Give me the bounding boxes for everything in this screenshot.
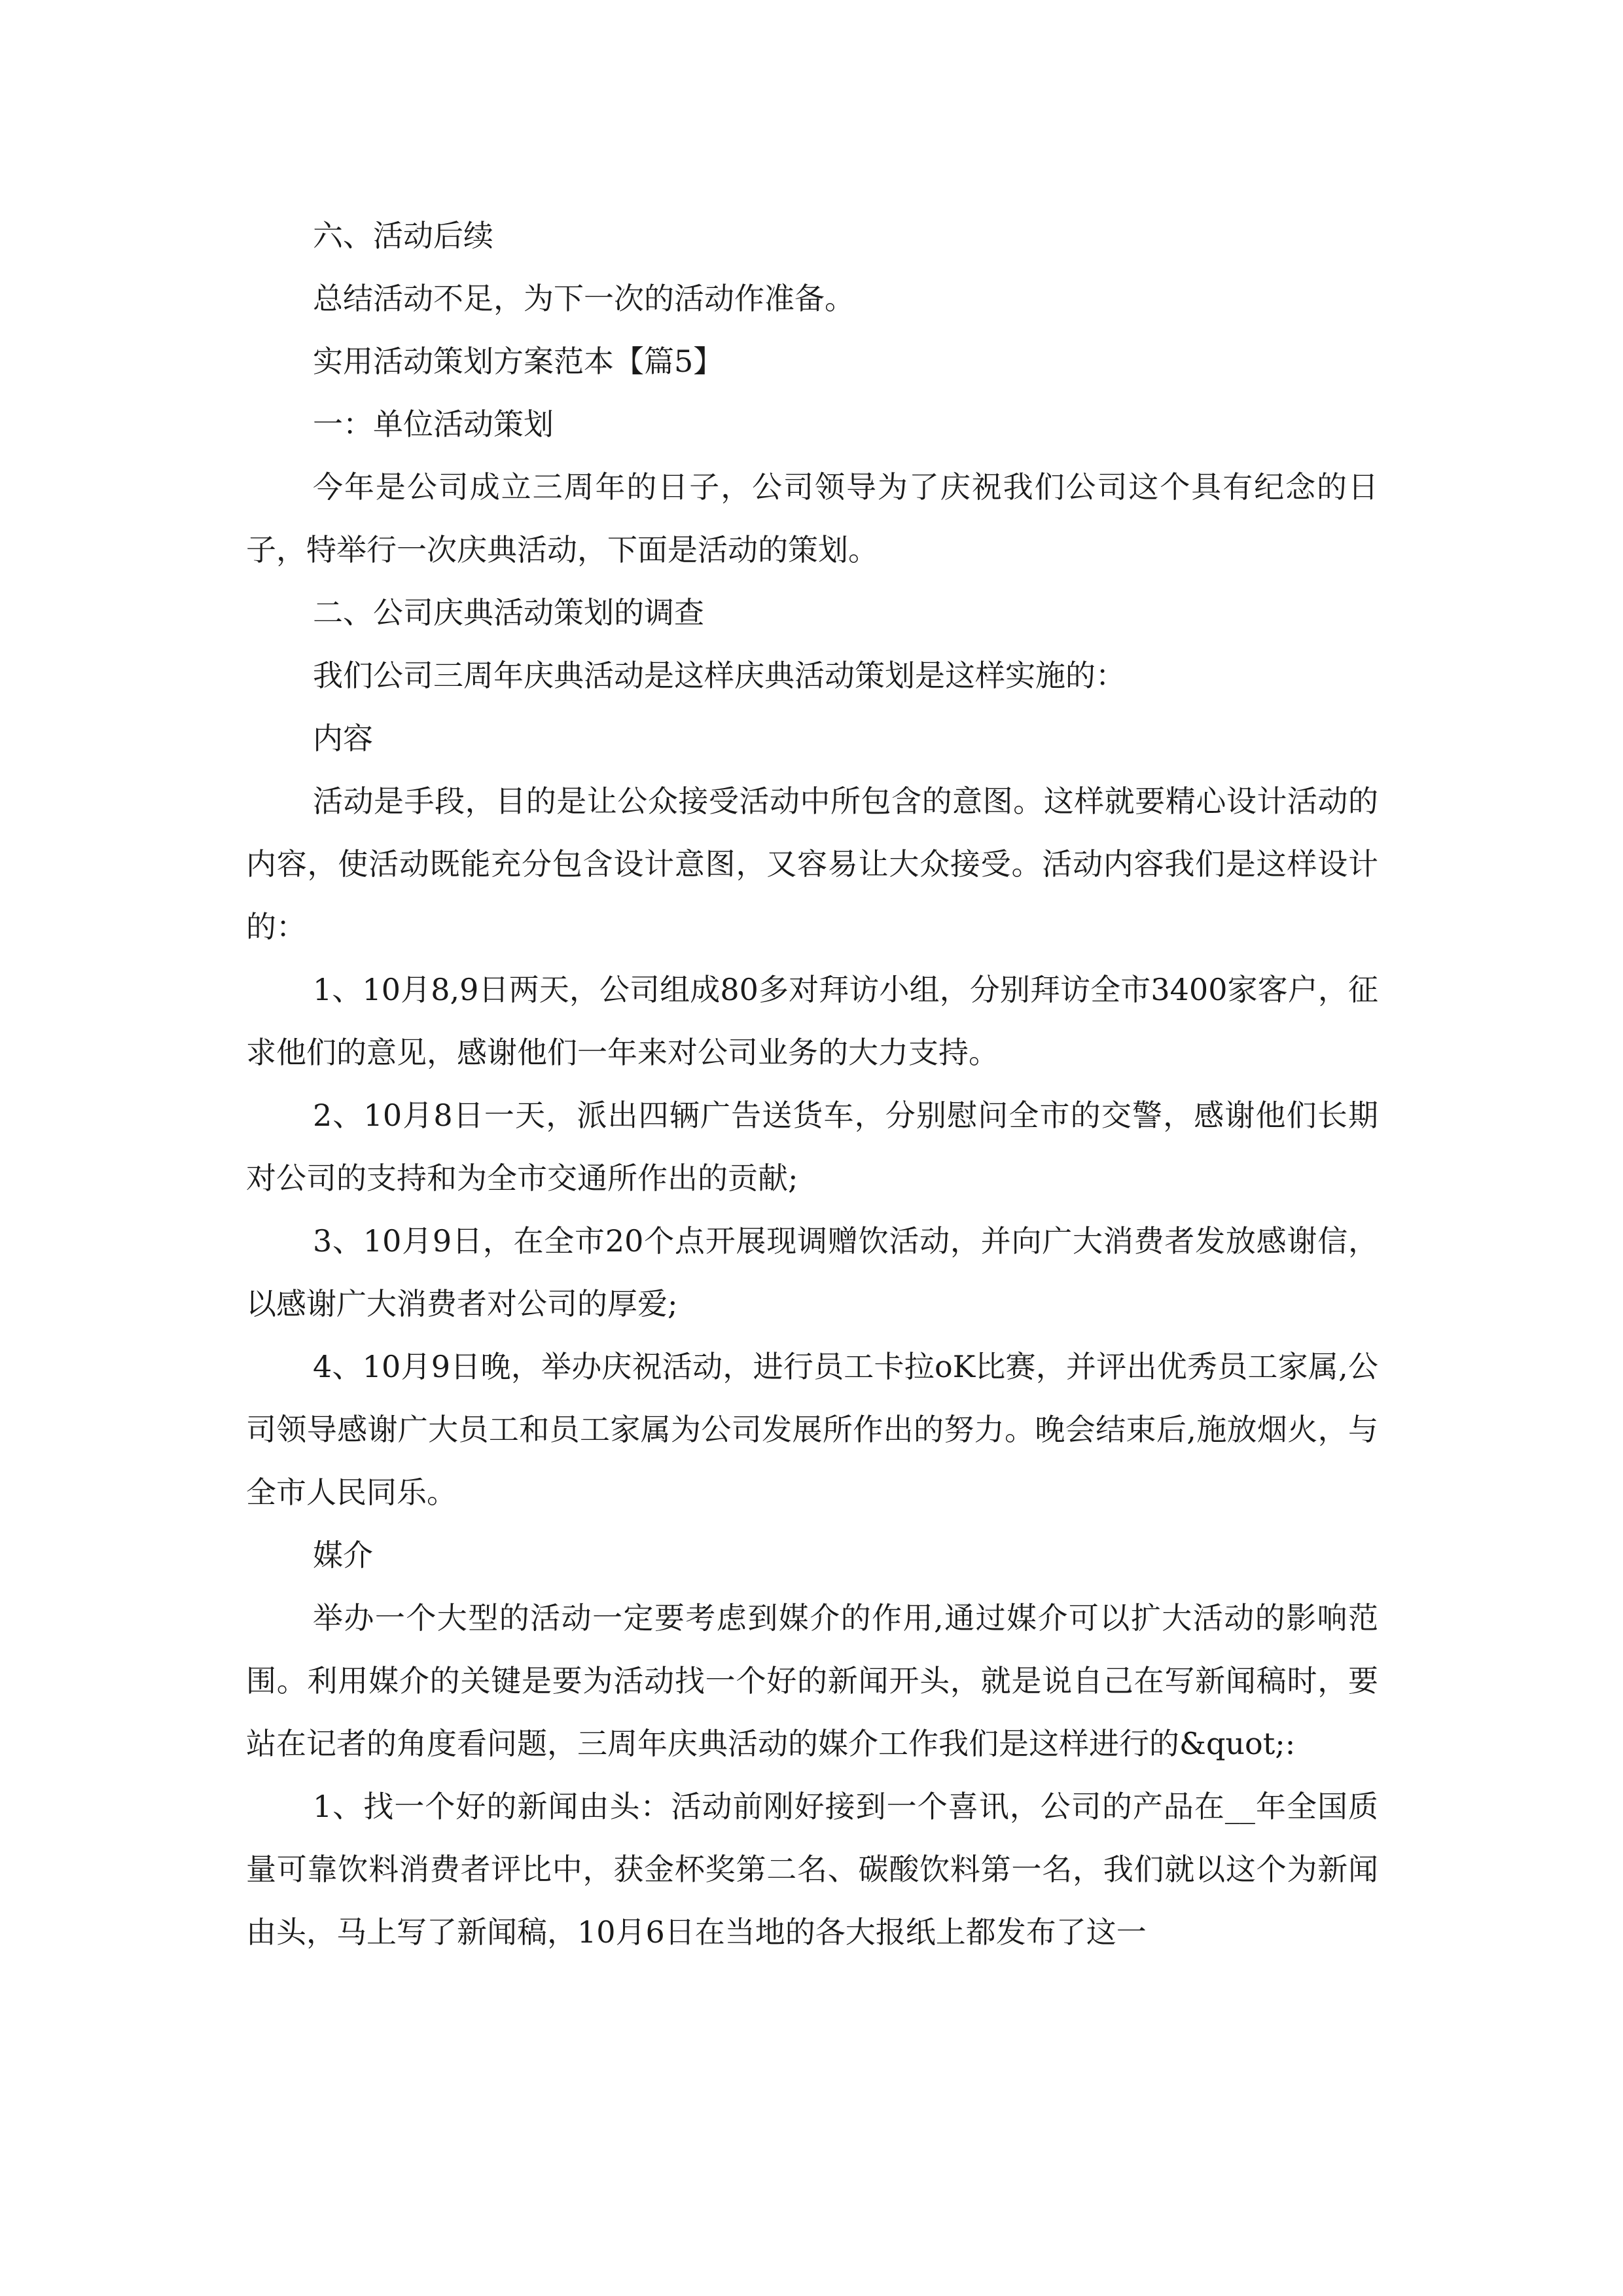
subheading-content: 内容 (313, 721, 373, 756)
paragraph-summary: 总结活动不足，为下一次的活动作准备。 (313, 281, 855, 316)
document-title: 实用活动策划方案范本【篇5】 (313, 344, 724, 379)
paragraph-implementation: 我们公司三周年庆典活动是这样庆典活动策划是这样实施的： (313, 658, 1126, 693)
list-item: 2、10月8日一天，派出四辆广告送货车，分别慰问全市的交警，感谢他们长期对公司的支持和为全市交通所作出的贡献; (246, 1098, 1378, 1196)
paragraph-content: 活动是手段，目的是让公众接受活动中所包含的意图。这样就要精心设计活动的内容，使活动既能充分包含设计意图，又容易让大众接受。活动内容我们是这样设计的： (246, 783, 1378, 944)
section-heading-followup: 六、活动后续 (313, 218, 493, 253)
paragraph-media: 举办一个大型的活动一定要考虑到媒介的作用,通过媒介可以扩大活动的影响范围。利用媒介的关键是要为活动找一个好的新闻开头，就是说自己在写新闻稿时，要站在记者的角度看问题，三周年庆典活动的媒介工作我们是这样进行的&quot;: (246, 1600, 1378, 1761)
list-item: 4、10月9日晚，举办庆祝活动，进行员工卡拉oK比赛，并评出优秀员工家属,公司领导感谢广大员工和员工家属为公司发展所作出的努力。晚会结束后,施放烟火，与全市人民同乐。 (246, 1349, 1378, 1510)
document-body (246, 204, 1378, 1964)
section-heading-survey: 二、公司庆典活动策划的调查 (313, 595, 704, 630)
section-heading-planning: 一：单位活动策划 (313, 406, 554, 442)
list-item: 3、10月9日，在全市20个点开展现调赠饮活动，并向广大消费者发放感谢信，以感谢广大消费者对公司的厚爱; (246, 1223, 1378, 1321)
subheading-media: 媒介 (313, 1537, 373, 1573)
list-item: 1、找一个好的新闻由头：活动前刚好接到一个喜讯，公司的产品在__年全国质量可靠饮料消费者评比中，获金杯奖第二名、碳酸饮料第一名，我们就以这个为新闻由头，马上写了新闻稿，10月6日在当地的各大报纸上都发布了这一 (246, 1789, 1378, 1950)
paragraph-intro: 今年是公司成立三周年的日子，公司领导为了庆祝我们公司这个具有纪念的日子，特举行一次庆典活动，下面是活动的策划。 (246, 469, 1378, 567)
list-item: 1、10月8,9日两天，公司组成80多对拜访小组，分别拜访全市3400家客户，征求他们的意见，感谢他们一年来对公司业务的大力支持。 (246, 972, 1378, 1070)
